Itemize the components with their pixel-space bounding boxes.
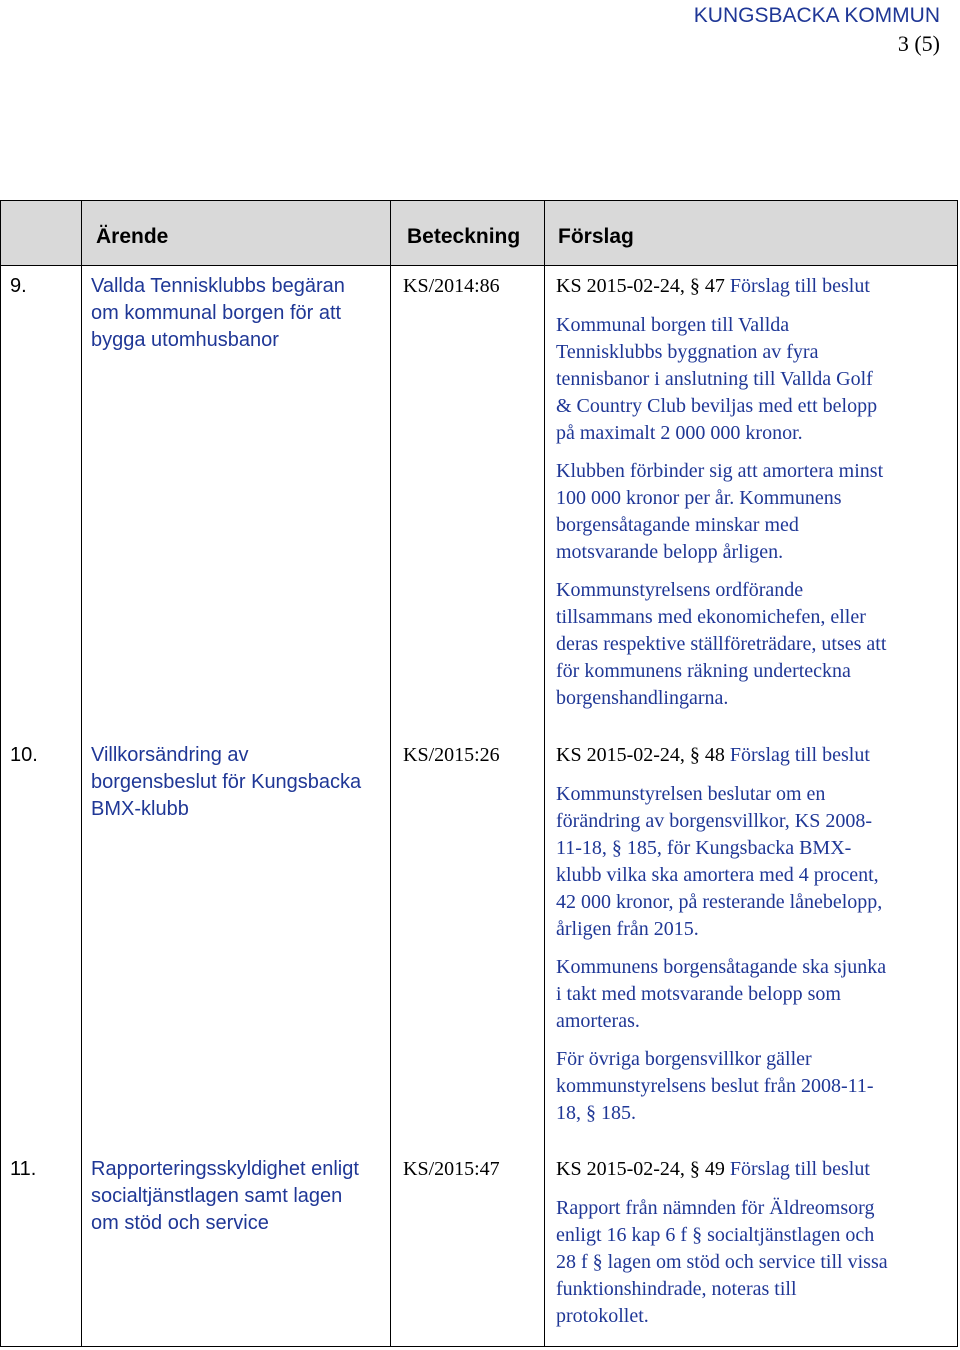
decision-paragraph (556, 954, 886, 1035)
column-header-arende: Ärende (96, 225, 169, 248)
decision-paragraph (556, 577, 886, 712)
title-line: borgensbeslut för Kungsbacka (91, 771, 362, 793)
title-line: Villkorsändring av (91, 744, 249, 766)
decision-paragraph (556, 458, 883, 566)
paragraph-line: borgensåtagande minskar med (556, 514, 799, 536)
decision-paragraph (556, 1195, 888, 1330)
title-line: om stöd och service (91, 1212, 269, 1234)
paragraph-line: Kommunstyrelsen beslutar om en (556, 783, 826, 805)
paragraph-line: Kommunal borgen till Vallda (556, 314, 790, 336)
paragraph-line: 18, § 185. (556, 1102, 636, 1124)
paragraph-line: deras respektive ställföreträdare, utses att (556, 633, 887, 655)
decision-paragraph (556, 312, 877, 447)
decision-paragraph (556, 781, 882, 943)
organization-name: KUNGSBACKA KOMMUN (693, 4, 940, 27)
decision-line: KS 2015-02-24, § 47 Förslag till beslut (556, 275, 870, 297)
column-header-beteckning: Beteckning (407, 225, 521, 248)
paragraph-line: klubb vilka ska amortera med 4 procent, (556, 864, 879, 886)
paragraph-line: 100 000 kronor per år. Kommunens (556, 487, 842, 509)
column-divider (544, 201, 545, 1346)
item-number: 11. (10, 1158, 37, 1180)
paragraph-line: kommunstyrelsens beslut från 2008-11- (556, 1075, 874, 1097)
decision-line: KS 2015-02-24, § 49 Förslag till beslut (556, 1158, 870, 1180)
title-line: BMX-klubb (91, 798, 189, 820)
paragraph-line: enligt 16 kap 6 f § socialtjänstlagen och (556, 1224, 875, 1246)
page-header (694, 2, 940, 58)
page-number: 3 (5) (897, 31, 940, 56)
paragraph-line: tillsammans med ekonomichefen, eller (556, 606, 866, 628)
title-line: om kommunal borgen för att (91, 302, 342, 324)
column-header-forslag: Förslag (558, 225, 634, 248)
paragraph-line: Tennisklubbs byggnation av fyra (556, 341, 819, 363)
decision-paragraph (556, 1046, 874, 1127)
paragraph-line: protokollet. (556, 1305, 649, 1327)
title-line: Vallda Tennisklubbs begäran (91, 275, 345, 297)
paragraph-line: funktionshindrade, noteras till (556, 1278, 797, 1300)
decision-line: KS 2015-02-24, § 48 Förslag till beslut (556, 744, 870, 766)
paragraph-line: i takt med motsvarande belopp som (556, 983, 841, 1005)
paragraph-line: amorteras. (556, 1010, 640, 1032)
paragraph-line: & Country Club beviljas med ett belopp (556, 395, 878, 417)
item-number: 10. (10, 744, 38, 766)
item-reference: KS/2015:47 (403, 1158, 500, 1180)
title-line: socialtjänstlagen samt lagen (91, 1185, 343, 1207)
item-reference: KS/2015:26 (403, 744, 500, 766)
paragraph-line: 28 f § lagen om stöd och service till vissa (556, 1251, 888, 1273)
paragraph-line: borgenshandlingarna. (556, 687, 729, 709)
paragraph-line: årligen från 2015. (556, 918, 699, 940)
column-divider (390, 201, 391, 1346)
paragraph-line: Kommunens borgensåtagande ska sjunka (556, 956, 887, 978)
item-reference: KS/2014:86 (403, 275, 500, 297)
table-header (1, 201, 957, 266)
paragraph-line: För övriga borgensvillkor gäller (556, 1048, 812, 1070)
paragraph-line: 42 000 kronor, på resterande lånebelopp, (556, 891, 883, 913)
column-divider (81, 201, 82, 1346)
item-title (91, 1156, 359, 1237)
paragraph-line: för kommunens räkning underteckna (556, 660, 851, 682)
paragraph-line: Klubben förbinder sig att amortera minst (556, 460, 884, 482)
paragraph-line: på maximalt 2 000 000 kronor. (556, 422, 803, 444)
paragraph-line: motsvarande belopp årligen. (556, 541, 784, 563)
title-line: bygga utomhusbanor (91, 329, 279, 351)
paragraph-line: Kommunstyrelsens ordförande (556, 579, 804, 601)
item-number: 9. (10, 275, 27, 297)
paragraph-line: Rapport från nämnden för Äldreomsorg (556, 1197, 875, 1219)
title-line: Rapporteringsskyldighet enligt (91, 1158, 359, 1180)
item-title (91, 273, 345, 354)
item-title (91, 742, 361, 823)
paragraph-line: förändring av borgensvillkor, KS 2008- (556, 810, 873, 832)
paragraph-line: tennisbanor i anslutning till Vallda Golf (556, 368, 873, 390)
paragraph-line: 11-18, § 185, för Kungsbacka BMX- (556, 837, 852, 859)
